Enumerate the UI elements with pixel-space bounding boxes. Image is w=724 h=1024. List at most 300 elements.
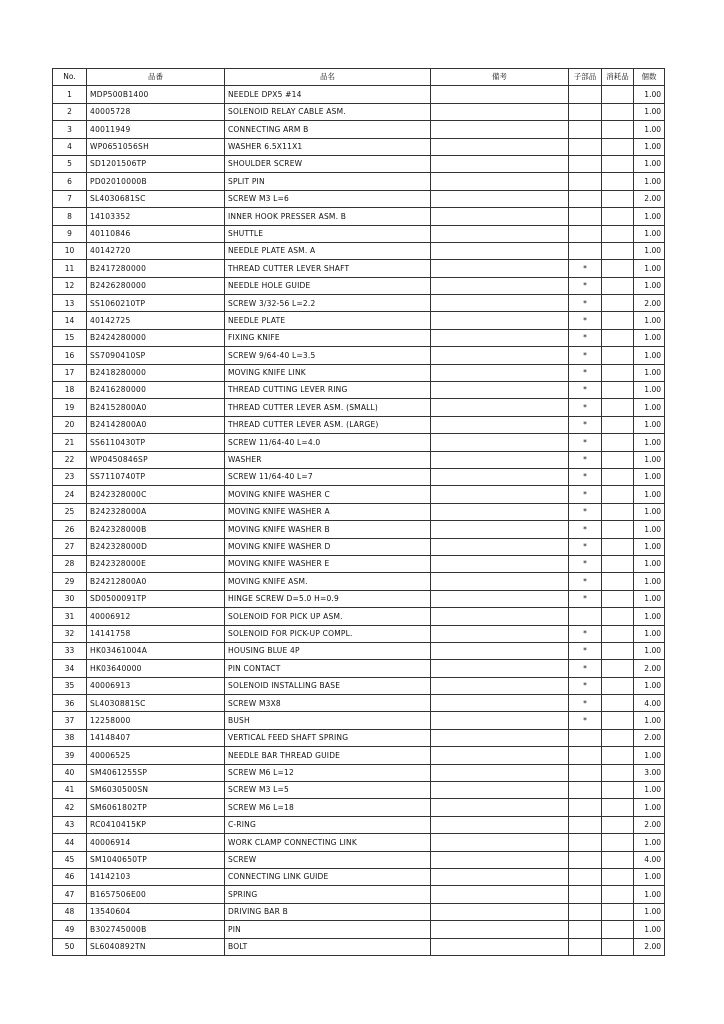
cell-remarks (431, 799, 569, 816)
cell-part-no: SL4030881SC (87, 695, 225, 712)
cell-name: MOVING KNIFE WASHER E (225, 555, 431, 572)
cell-qty: 1.00 (634, 103, 665, 120)
cell-consumable (602, 538, 634, 555)
cell-name: MOVING KNIFE WASHER A (225, 503, 431, 520)
cell-name: THREAD CUTTER LEVER ASM. (LARGE) (225, 416, 431, 433)
cell-consumable (602, 608, 634, 625)
cell-remarks (431, 625, 569, 642)
table-row (53, 608, 665, 625)
cell-part-no: 40006914 (87, 834, 225, 851)
cell-consumable (602, 903, 634, 920)
cell-no: 34 (53, 660, 87, 677)
cell-part-no: WP0450846SP (87, 451, 225, 468)
cell-no: 45 (53, 851, 87, 868)
cell-sub-part (569, 86, 602, 103)
header-sub-part: 子部品 (569, 69, 602, 86)
cell-no: 8 (53, 208, 87, 225)
cell-qty: 1.00 (634, 486, 665, 503)
cell-part-no: B24152800A0 (87, 399, 225, 416)
cell-consumable (602, 364, 634, 381)
cell-consumable (602, 416, 634, 433)
cell-no: 24 (53, 486, 87, 503)
cell-consumable (602, 295, 634, 312)
table-row (53, 295, 665, 312)
cell-consumable (602, 329, 634, 346)
cell-no: 15 (53, 329, 87, 346)
cell-no: 3 (53, 121, 87, 138)
cell-consumable (602, 886, 634, 903)
cell-remarks (431, 173, 569, 190)
cell-name: NEEDLE HOLE GUIDE (225, 277, 431, 294)
cell-no: 5 (53, 155, 87, 172)
cell-name: SCREW 11/64-40 L=7 (225, 468, 431, 485)
cell-qty: 2.00 (634, 938, 665, 955)
cell-part-no: 40110846 (87, 225, 225, 242)
cell-remarks (431, 503, 569, 520)
cell-consumable (602, 834, 634, 851)
cell-name: SPRING (225, 886, 431, 903)
cell-consumable (602, 677, 634, 694)
table-row (53, 868, 665, 885)
cell-name: SOLENOID INSTALLING BASE (225, 677, 431, 694)
table-row (53, 242, 665, 259)
table-row (53, 121, 665, 138)
cell-sub-part: * (569, 347, 602, 364)
cell-remarks (431, 868, 569, 885)
cell-part-no: B242328000A (87, 503, 225, 520)
cell-no: 19 (53, 399, 87, 416)
cell-qty: 4.00 (634, 695, 665, 712)
cell-sub-part (569, 729, 602, 746)
cell-remarks (431, 312, 569, 329)
cell-no: 7 (53, 190, 87, 207)
cell-part-no: SS7090410SP (87, 347, 225, 364)
cell-remarks (431, 468, 569, 485)
table-row (53, 938, 665, 955)
cell-remarks (431, 608, 569, 625)
cell-consumable (602, 521, 634, 538)
cell-remarks (431, 190, 569, 207)
cell-name: SCREW M6 L=18 (225, 799, 431, 816)
cell-name: SCREW 9/64-40 L=3.5 (225, 347, 431, 364)
cell-name: MOVING KNIFE WASHER B (225, 521, 431, 538)
cell-qty: 1.00 (634, 503, 665, 520)
cell-no: 17 (53, 364, 87, 381)
cell-qty: 1.00 (634, 364, 665, 381)
cell-name: MOVING KNIFE LINK (225, 364, 431, 381)
cell-consumable (602, 764, 634, 781)
cell-consumable (602, 434, 634, 451)
cell-remarks (431, 747, 569, 764)
table-row (53, 103, 665, 120)
cell-sub-part: * (569, 260, 602, 277)
cell-part-no: B242328000D (87, 538, 225, 555)
header-consumable: 消耗品 (602, 69, 634, 86)
cell-name: WORK CLAMP CONNECTING LINK (225, 834, 431, 851)
cell-no: 36 (53, 695, 87, 712)
cell-sub-part: * (569, 468, 602, 485)
cell-sub-part: * (569, 521, 602, 538)
header-remarks: 備考 (431, 69, 569, 86)
cell-qty: 1.00 (634, 782, 665, 799)
cell-consumable (602, 503, 634, 520)
cell-qty: 1.00 (634, 155, 665, 172)
cell-sub-part (569, 764, 602, 781)
cell-name: FIXING KNIFE (225, 329, 431, 346)
cell-name: SCREW M3 L=6 (225, 190, 431, 207)
cell-remarks (431, 121, 569, 138)
cell-part-no: 40011949 (87, 121, 225, 138)
cell-sub-part (569, 868, 602, 885)
cell-no: 44 (53, 834, 87, 851)
cell-remarks (431, 521, 569, 538)
cell-qty: 1.00 (634, 677, 665, 694)
cell-consumable (602, 260, 634, 277)
table-row (53, 677, 665, 694)
cell-name: WASHER 6.5X11X1 (225, 138, 431, 155)
table-row (53, 173, 665, 190)
cell-consumable (602, 155, 634, 172)
cell-qty: 1.00 (634, 225, 665, 242)
cell-qty: 1.00 (634, 921, 665, 938)
cell-qty: 1.00 (634, 121, 665, 138)
table-row (53, 434, 665, 451)
cell-part-no: RC0410415KP (87, 816, 225, 833)
cell-remarks (431, 938, 569, 955)
cell-part-no: 40006913 (87, 677, 225, 694)
cell-no: 43 (53, 816, 87, 833)
cell-qty: 3.00 (634, 764, 665, 781)
cell-sub-part (569, 121, 602, 138)
cell-sub-part (569, 138, 602, 155)
cell-qty: 1.00 (634, 416, 665, 433)
cell-sub-part (569, 782, 602, 799)
table-row (53, 747, 665, 764)
cell-part-no: SD1201506TP (87, 155, 225, 172)
cell-remarks (431, 225, 569, 242)
cell-consumable (602, 938, 634, 955)
cell-no: 9 (53, 225, 87, 242)
table-body (53, 86, 665, 956)
cell-sub-part: * (569, 590, 602, 607)
table-row (53, 86, 665, 103)
cell-part-no: HK03640000 (87, 660, 225, 677)
cell-qty: 2.00 (634, 729, 665, 746)
cell-consumable (602, 573, 634, 590)
table-row (53, 764, 665, 781)
cell-remarks (431, 434, 569, 451)
cell-part-no: 12258000 (87, 712, 225, 729)
cell-qty: 1.00 (634, 260, 665, 277)
cell-consumable (602, 868, 634, 885)
cell-sub-part (569, 816, 602, 833)
cell-remarks (431, 851, 569, 868)
cell-sub-part (569, 225, 602, 242)
cell-no: 41 (53, 782, 87, 799)
table-row (53, 921, 665, 938)
cell-qty: 1.00 (634, 329, 665, 346)
cell-name: PIN (225, 921, 431, 938)
cell-sub-part: * (569, 416, 602, 433)
cell-sub-part (569, 851, 602, 868)
table-row (53, 277, 665, 294)
cell-sub-part: * (569, 642, 602, 659)
cell-qty: 1.00 (634, 625, 665, 642)
cell-consumable (602, 173, 634, 190)
cell-name: THREAD CUTTER LEVER ASM. (SMALL) (225, 399, 431, 416)
cell-remarks (431, 555, 569, 572)
cell-part-no: B1657506E00 (87, 886, 225, 903)
cell-remarks (431, 695, 569, 712)
cell-part-no: 13540604 (87, 903, 225, 920)
cell-no: 29 (53, 573, 87, 590)
cell-consumable (602, 103, 634, 120)
cell-part-no: MDP500B1400 (87, 86, 225, 103)
cell-name: INNER HOOK PRESSER ASM. B (225, 208, 431, 225)
cell-consumable (602, 729, 634, 746)
cell-consumable (602, 312, 634, 329)
table-row (53, 799, 665, 816)
table-row (53, 155, 665, 172)
cell-no: 30 (53, 590, 87, 607)
cell-remarks (431, 451, 569, 468)
cell-sub-part: * (569, 503, 602, 520)
table-row (53, 468, 665, 485)
cell-no: 21 (53, 434, 87, 451)
cell-sub-part (569, 208, 602, 225)
table-row (53, 260, 665, 277)
header-name: 品名 (225, 69, 431, 86)
table-row (53, 851, 665, 868)
cell-remarks (431, 677, 569, 694)
cell-sub-part: * (569, 695, 602, 712)
table-row (53, 225, 665, 242)
cell-qty: 1.00 (634, 347, 665, 364)
cell-sub-part: * (569, 295, 602, 312)
cell-remarks (431, 329, 569, 346)
table-row (53, 834, 665, 851)
cell-name: SOLENOID RELAY CABLE ASM. (225, 103, 431, 120)
cell-part-no: 14103352 (87, 208, 225, 225)
cell-remarks (431, 590, 569, 607)
cell-part-no: B242328000B (87, 521, 225, 538)
cell-name: MOVING KNIFE WASHER C (225, 486, 431, 503)
cell-remarks (431, 573, 569, 590)
cell-name: MOVING KNIFE ASM. (225, 573, 431, 590)
cell-qty: 1.00 (634, 277, 665, 294)
cell-name: SCREW M6 L=12 (225, 764, 431, 781)
table-row (53, 451, 665, 468)
cell-consumable (602, 695, 634, 712)
cell-name: CONNECTING LINK GUIDE (225, 868, 431, 885)
cell-no: 46 (53, 868, 87, 885)
table-row (53, 364, 665, 381)
cell-sub-part (569, 103, 602, 120)
cell-sub-part (569, 608, 602, 625)
cell-name: NEEDLE PLATE ASM. A (225, 242, 431, 259)
cell-part-no: SS6110430TP (87, 434, 225, 451)
table-row (53, 190, 665, 207)
table-row (53, 347, 665, 364)
cell-remarks (431, 712, 569, 729)
cell-no: 6 (53, 173, 87, 190)
cell-remarks (431, 86, 569, 103)
cell-remarks (431, 729, 569, 746)
cell-consumable (602, 555, 634, 572)
table-row (53, 208, 665, 225)
cell-no: 11 (53, 260, 87, 277)
cell-sub-part (569, 903, 602, 920)
table-row (53, 312, 665, 329)
cell-sub-part: * (569, 538, 602, 555)
cell-qty: 1.00 (634, 642, 665, 659)
cell-name: WASHER (225, 451, 431, 468)
cell-name: HINGE SCREW D=5.0 H=0.9 (225, 590, 431, 607)
cell-qty: 1.00 (634, 312, 665, 329)
table-row (53, 903, 665, 920)
cell-qty: 2.00 (634, 816, 665, 833)
cell-name: NEEDLE BAR THREAD GUIDE (225, 747, 431, 764)
cell-remarks (431, 642, 569, 659)
cell-no: 27 (53, 538, 87, 555)
cell-name: MOVING KNIFE WASHER D (225, 538, 431, 555)
cell-part-no: SM6061802TP (87, 799, 225, 816)
cell-no: 23 (53, 468, 87, 485)
cell-sub-part: * (569, 573, 602, 590)
cell-no: 13 (53, 295, 87, 312)
table-row (53, 625, 665, 642)
cell-part-no: B2424280000 (87, 329, 225, 346)
table-row (53, 729, 665, 746)
cell-consumable (602, 782, 634, 799)
cell-remarks (431, 277, 569, 294)
cell-qty: 1.00 (634, 538, 665, 555)
cell-no: 49 (53, 921, 87, 938)
table-row (53, 712, 665, 729)
cell-remarks (431, 660, 569, 677)
cell-name: SPLIT PIN (225, 173, 431, 190)
cell-qty: 1.00 (634, 242, 665, 259)
cell-remarks (431, 208, 569, 225)
cell-qty: 1.00 (634, 886, 665, 903)
cell-no: 22 (53, 451, 87, 468)
cell-part-no: B24142800A0 (87, 416, 225, 433)
cell-part-no: SM6030500SN (87, 782, 225, 799)
cell-qty: 1.00 (634, 903, 665, 920)
cell-no: 12 (53, 277, 87, 294)
table-row (53, 538, 665, 555)
cell-remarks (431, 382, 569, 399)
cell-qty: 2.00 (634, 295, 665, 312)
cell-part-no: B2418280000 (87, 364, 225, 381)
cell-qty: 1.00 (634, 834, 665, 851)
cell-no: 16 (53, 347, 87, 364)
cell-qty: 1.00 (634, 399, 665, 416)
cell-qty: 1.00 (634, 799, 665, 816)
cell-no: 4 (53, 138, 87, 155)
table-row (53, 695, 665, 712)
cell-sub-part: * (569, 364, 602, 381)
table-row (53, 486, 665, 503)
cell-consumable (602, 347, 634, 364)
header-qty: 個数 (634, 69, 665, 86)
cell-part-no: SL6040892TN (87, 938, 225, 955)
cell-consumable (602, 799, 634, 816)
cell-sub-part: * (569, 677, 602, 694)
cell-part-no: B242328000C (87, 486, 225, 503)
cell-part-no: HK03461004A (87, 642, 225, 659)
cell-part-no: 14141758 (87, 625, 225, 642)
cell-part-no: WP0651056SH (87, 138, 225, 155)
cell-remarks (431, 364, 569, 381)
cell-consumable (602, 277, 634, 294)
cell-part-no: SS1060210TP (87, 295, 225, 312)
cell-part-no: SM4061255SP (87, 764, 225, 781)
cell-name: SOLENOID FOR PICK UP ASM. (225, 608, 431, 625)
cell-consumable (602, 851, 634, 868)
cell-remarks (431, 903, 569, 920)
cell-part-no: 14148407 (87, 729, 225, 746)
cell-part-no: B242328000E (87, 555, 225, 572)
cell-consumable (602, 225, 634, 242)
cell-qty: 1.00 (634, 173, 665, 190)
table-row (53, 399, 665, 416)
cell-qty: 1.00 (634, 434, 665, 451)
parts-list-table (52, 68, 665, 956)
cell-remarks (431, 260, 569, 277)
cell-sub-part: * (569, 555, 602, 572)
cell-qty: 1.00 (634, 608, 665, 625)
cell-consumable (602, 590, 634, 607)
cell-remarks (431, 816, 569, 833)
cell-qty: 1.00 (634, 208, 665, 225)
cell-remarks (431, 886, 569, 903)
cell-no: 40 (53, 764, 87, 781)
cell-remarks (431, 103, 569, 120)
cell-qty: 1.00 (634, 590, 665, 607)
table-row (53, 816, 665, 833)
cell-consumable (602, 747, 634, 764)
cell-name: SCREW (225, 851, 431, 868)
cell-name: THREAD CUTTING LEVER RING (225, 382, 431, 399)
cell-sub-part: * (569, 625, 602, 642)
cell-remarks (431, 138, 569, 155)
header-no: No. (53, 69, 87, 86)
cell-qty: 2.00 (634, 190, 665, 207)
cell-qty: 1.00 (634, 712, 665, 729)
cell-sub-part: * (569, 329, 602, 346)
cell-sub-part: * (569, 434, 602, 451)
cell-remarks (431, 834, 569, 851)
cell-consumable (602, 399, 634, 416)
header-row (53, 69, 665, 86)
header-part-no: 品番 (87, 69, 225, 86)
cell-sub-part (569, 834, 602, 851)
cell-part-no: B2417280000 (87, 260, 225, 277)
cell-sub-part: * (569, 660, 602, 677)
cell-sub-part (569, 190, 602, 207)
cell-name: SHOULDER SCREW (225, 155, 431, 172)
table-row (53, 521, 665, 538)
cell-name: SCREW M3X8 (225, 695, 431, 712)
cell-remarks (431, 242, 569, 259)
cell-no: 31 (53, 608, 87, 625)
cell-name: NEEDLE PLATE (225, 312, 431, 329)
cell-remarks (431, 155, 569, 172)
cell-name: HOUSING BLUE 4P (225, 642, 431, 659)
cell-name: BOLT (225, 938, 431, 955)
cell-no: 35 (53, 677, 87, 694)
